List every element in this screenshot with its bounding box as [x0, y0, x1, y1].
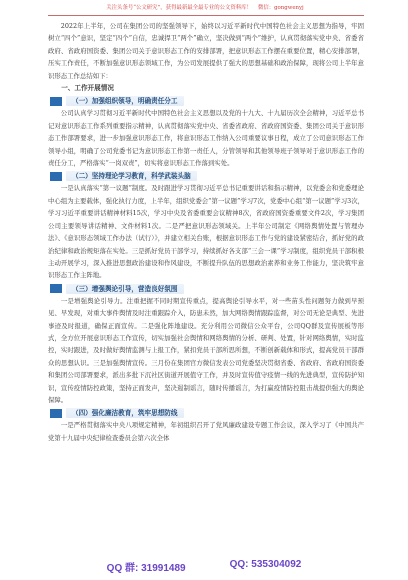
heading-bar-icon — [50, 284, 62, 293]
footer-qq-group[interactable]: QQ 群: 31991489 — [106, 563, 186, 574]
section-heading: 一、工作开展情况 — [61, 84, 114, 93]
paragraph-3: 一是增强舆论引导力。注重把握不同时期宣传重点，提高舆论引导水平，对一些苗头性问题努力做到早预见、早发现，对重大事件舆情及时注重跟踪介入，防患未然，加大网络舆情跟踪监督，对公司无论是典型、先进事迹及时报道，确保正面宣传。二是强化阵地建设。充分利用公司微信公众平台，公司QQ群及宣传展板等形式，全方位开展意识形态工作宣传，切实加强社会舆情和网络舆情的分析、研判、处置，针对网络舆情，实时监控，实时跟进，及时做好舆情监测与上报工作，紧扣党员干部所思所想，不断创新载体和形式，提高党员干部群众的思想认识。三是加强舆情宣传。三月份在集团官方微信发表公司党委坚决贯彻省委、省政府、省政府国资委和集团公司部署要求，派出多批下沉社区街道开展值守工作，并及时宣传值守疫情一线的先进典型，宣传防护知识，宣传疫情防控政策，坚持正面发声，坚决遏制谣言，随时传播谣言，为打赢疫情防控阻击战提供强大的舆论保障。 — [48, 296, 364, 404]
footer-contacts — [0, 559, 408, 574]
heading-bar-icon — [50, 97, 62, 106]
intro-paragraph: 2022年上半年，公司在集团公司的坚强领导下，始终以习近平新时代中国特色社会主义思想为指导，牢固树立“四个”意识，坚定“四个”自信，忠诚捍卫“两个”确立，坚决做到“两个”维护，认真贯彻落实党中央、省委省政府、省政府国资委、集团公司关于意识形态工作的安排部署，把意识形态工作摆在重要位置，精心安排部署，压实工作责任，不断加强意识形态领域工作，为公司发展提供了强大的思想基础和政治保障，现将公司上半年意识形态工作总结如下： — [48, 22, 364, 80]
heading-bar-icon — [50, 409, 62, 418]
paragraph-1: 公司认真学习贯彻习近平新时代中国特色社会主义思想以及党的十九大、十九届历次全会精神，习近平总书记对意识形态工作系列重要指示精神，认真贯彻落实党中央、省委省政府、省政府国资委、集团公司关于意识形态工作部署要求，进一步加强意识形态工作，将意识形态工作纳入公司重要议事日程，成立了公司意识形态工作领导小组，明确了公司党委书记为意识形态工作第一责任人，分管领导和其他领导班子领导对于意识形态工作的责任分工，严格落实“一岗双责”，切实将意识形态工作落到实处。 — [48, 109, 364, 168]
subheading-4: （四）强化廉洁教育，筑牢思想防线 — [48, 408, 364, 418]
subheading-2: （二）坚持理论学习教育，科学武装头脑 — [48, 171, 364, 181]
banner-wechat-text[interactable]: 微信：gongwenyj — [257, 5, 304, 11]
subheading-3: （三）增强舆论引导，营造良好氛围 — [48, 284, 364, 294]
header-banner — [46, 4, 364, 13]
banner-promo-text[interactable]: 关注头条号“公文研究”，获得最新最全最专业的公文资料库！ — [106, 5, 252, 11]
header-divider — [48, 15, 364, 16]
paragraph-4: 一是严格贯彻落实中央八项规定精神，年初组织召开了党风廉政建设专题工作会议，深入学习了《中国共产党第十九届中央纪律检查委员会第六次全体 — [48, 421, 364, 442]
heading-bar-icon — [50, 172, 62, 181]
footer-qq[interactable]: QQ: 535304092 — [229, 559, 302, 570]
subheading-1: （一）加强组织领导，明确责任分工 — [48, 96, 364, 106]
paragraph-2: 一是认真落实“第一议题”制度。及时跟进学习贯彻习近平总书记重要讲话和指示精神，以党委会和党委理论中心组为主要载体，强化执行力度，上半年，组织党委会“第一议题”学习7次，党委中心组“第一议题”学习3次，学习习近平重要讲话精神材料15次，学习中央及省委重要会议精神8次，省政府国资委重要文件2次，学习集团公司主要领导讲话精神、文件材料1次。二是严把意识形态领域关。上半年公司制定《网络舆情处置与管理办法》、《意识形态领域工作办法（试行）》，并建立相关台账，根据意识形态工作与党的建设紧密结合，抓好党的政治纪律和政治规矩落在实处。三是抓好党员干部学习，持续抓好各支部“三会一课”学习制度，组织党员干部积极主动开展学习，深入推进思想政治建设和作风建设，不断提升队伍的思想政治素养和业务工作能力，坚决筑牢意识形态工作主阵地。 — [48, 184, 364, 280]
